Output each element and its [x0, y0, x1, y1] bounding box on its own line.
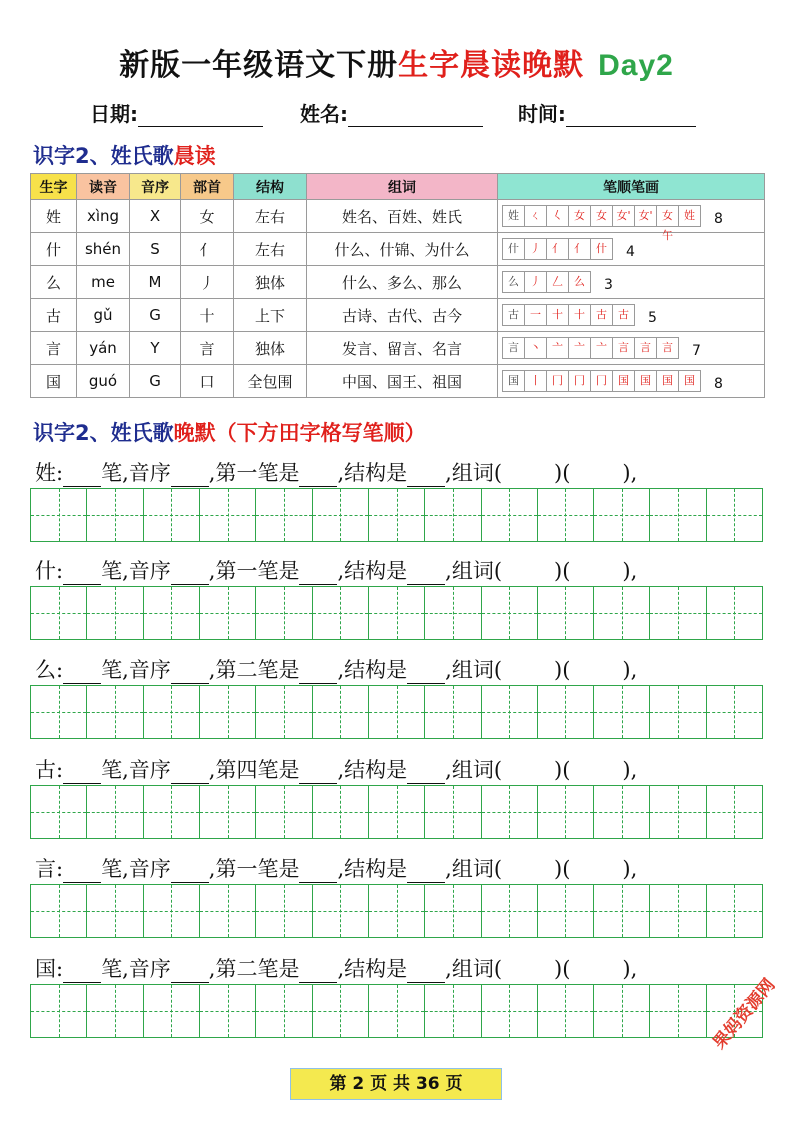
question-text: ,结构是 — [337, 559, 408, 583]
tianzige-cell[interactable] — [31, 587, 87, 639]
question-text: ,第一笔是 — [208, 461, 300, 485]
cell-pinyin: me — [77, 266, 130, 299]
stroke-box: ㄑ — [524, 205, 547, 227]
question-text: 言 — [35, 857, 56, 881]
tianzige-grid — [30, 488, 763, 542]
stroke-box: 国 — [678, 370, 701, 392]
tianzige-cell[interactable] — [650, 686, 706, 738]
question-text: : — [56, 957, 64, 981]
question-text: ), — [622, 658, 638, 682]
tianzige-cell[interactable] — [256, 885, 312, 937]
answer-blank[interactable] — [407, 962, 445, 983]
answer-blank[interactable] — [407, 663, 445, 684]
question-text: ), — [622, 559, 638, 583]
tianzige-cell[interactable] — [594, 587, 650, 639]
tianzige-cell[interactable] — [200, 786, 256, 838]
stroke-box: 女' — [612, 205, 635, 227]
tianzige-cell[interactable] — [650, 985, 706, 1037]
tianzige-cell[interactable] — [594, 786, 650, 838]
cell-stroke-order — [498, 266, 765, 299]
stroke-box: 冂 — [568, 370, 591, 392]
tianzige-cell[interactable] — [482, 885, 538, 937]
question-text: ,第二笔是 — [208, 658, 300, 682]
question-text: 姓 — [35, 461, 56, 485]
question-text: ,第一笔是 — [208, 559, 300, 583]
question-text: 什 — [35, 559, 56, 583]
cell-radical: 十 — [181, 299, 234, 332]
stroke-box: 国 — [502, 370, 525, 392]
stroke-box: 言 — [634, 337, 657, 359]
cell-pinyin: guó — [77, 365, 130, 398]
tianzige-cell[interactable] — [313, 885, 369, 937]
tianzige-cell[interactable] — [200, 985, 256, 1037]
tianzige-cell[interactable] — [313, 489, 369, 541]
stroke-box: 什 — [502, 238, 525, 260]
cell-structure: 独体 — [234, 266, 307, 299]
tianzige-grid — [30, 586, 763, 640]
question-text: ,第一笔是 — [208, 857, 300, 881]
cell-index: S — [130, 233, 181, 266]
question-text: )( — [554, 957, 571, 981]
table-row — [31, 365, 765, 398]
tianzige-cell[interactable] — [650, 786, 706, 838]
question-text: : — [56, 658, 64, 682]
stroke-box: 亠 — [568, 337, 591, 359]
tianzige-cell[interactable] — [650, 885, 706, 937]
stroke-box: 国 — [612, 370, 635, 392]
tianzige-cell[interactable] — [650, 489, 706, 541]
question-text: ,组词( — [445, 658, 503, 682]
stroke-box: 么 — [568, 271, 591, 293]
tianzige-cell[interactable] — [482, 489, 538, 541]
tianzige-cell[interactable] — [425, 489, 481, 541]
answer-blank[interactable] — [63, 466, 101, 487]
tianzige-cell[interactable] — [650, 587, 706, 639]
question-text: )( — [554, 559, 571, 583]
stroke-box: 丨 — [524, 370, 547, 392]
tianzige-cell[interactable] — [594, 489, 650, 541]
answer-blank[interactable] — [171, 763, 209, 784]
col-header: 音序 — [130, 174, 181, 200]
tianzige-cell[interactable] — [31, 686, 87, 738]
cell-char: 姓 — [31, 200, 77, 233]
tianzige-grid — [30, 685, 763, 739]
question-text: ,结构是 — [337, 461, 408, 485]
question-line — [35, 754, 637, 784]
tianzige-cell[interactable] — [256, 489, 312, 541]
question-text: 笔,音序 — [101, 461, 171, 485]
stroke-box: 古 — [612, 304, 635, 326]
answer-blank[interactable] — [171, 663, 209, 684]
stroke-box: 女' — [634, 205, 657, 227]
tianzige-cell[interactable] — [144, 489, 200, 541]
tianzige-cell[interactable] — [707, 885, 762, 937]
col-header: 笔顺笔画 — [498, 174, 765, 200]
question-line — [35, 953, 637, 983]
answer-blank[interactable] — [63, 962, 101, 983]
question-text: 国 — [35, 957, 56, 981]
tianzige-cell[interactable] — [425, 587, 481, 639]
tianzige-cell[interactable] — [87, 587, 143, 639]
tianzige-cell[interactable] — [369, 885, 425, 937]
stroke-box: 𡿨 — [546, 205, 569, 227]
tianzige-cell[interactable] — [425, 985, 481, 1037]
tianzige-cell[interactable] — [200, 686, 256, 738]
tianzige-cell[interactable] — [594, 686, 650, 738]
question-text: : — [56, 559, 64, 583]
answer-blank[interactable] — [63, 862, 101, 883]
col-header: 部首 — [181, 174, 234, 200]
question-text: ,第四笔是 — [208, 758, 300, 782]
tianzige-cell[interactable] — [313, 786, 369, 838]
table-row — [31, 299, 765, 332]
answer-blank[interactable] — [171, 962, 209, 983]
question-text: ,组词( — [445, 461, 503, 485]
title-red: 生字晨读晚默 — [398, 48, 585, 83]
tianzige-cell[interactable] — [31, 489, 87, 541]
cell-structure: 全包围 — [234, 365, 307, 398]
question-text: ,结构是 — [337, 957, 408, 981]
cell-pinyin: gǔ — [77, 299, 130, 332]
tianzige-cell[interactable] — [707, 786, 762, 838]
tianzige-cell[interactable] — [144, 587, 200, 639]
tianzige-cell[interactable] — [707, 686, 762, 738]
answer-blank[interactable] — [407, 763, 445, 784]
question-text: 古 — [35, 758, 56, 782]
question-text: 么 — [35, 658, 56, 682]
stroke-box: 亻 — [568, 238, 591, 260]
tianzige-cell[interactable] — [87, 686, 143, 738]
col-header: 结构 — [234, 174, 307, 200]
cell-radical: 口 — [181, 365, 234, 398]
table-row — [31, 332, 765, 365]
cell-words: 古诗、古代、古今 — [307, 299, 498, 332]
tianzige-cell[interactable] — [200, 885, 256, 937]
tianzige-cell[interactable] — [425, 786, 481, 838]
tianzige-cell[interactable] — [425, 885, 481, 937]
cell-stroke-order — [498, 233, 765, 266]
cell-char: 言 — [31, 332, 77, 365]
cell-structure: 左右 — [234, 233, 307, 266]
section-evening-blue: 识字2、姓氏歌 — [33, 421, 174, 445]
answer-blank[interactable] — [407, 862, 445, 883]
tianzige-cell[interactable] — [313, 587, 369, 639]
tianzige-cell[interactable] — [425, 686, 481, 738]
stroke-box: 言 — [612, 337, 635, 359]
answer-blank[interactable] — [407, 564, 445, 585]
stroke-box: 国 — [634, 370, 657, 392]
question-text: ,结构是 — [337, 857, 408, 881]
stroke-box: 古 — [590, 304, 613, 326]
tianzige-grid — [30, 884, 763, 938]
question-text: )( — [554, 658, 571, 682]
tianzige-cell[interactable] — [256, 587, 312, 639]
tianzige-cell[interactable] — [369, 686, 425, 738]
section-morning-heading — [33, 140, 216, 170]
question-text: : — [56, 461, 64, 485]
section-morning-red: 晨读 — [173, 144, 216, 168]
stroke-box: 古 — [502, 304, 525, 326]
question-text: : — [56, 857, 64, 881]
cell-radical: 言 — [181, 332, 234, 365]
name-field[interactable] — [348, 106, 483, 127]
answer-blank[interactable] — [299, 466, 337, 487]
cell-index: X — [130, 200, 181, 233]
tianzige-cell[interactable] — [87, 489, 143, 541]
stroke-box: 𠃋 — [546, 271, 569, 293]
stroke-box: 姓 — [502, 205, 525, 227]
tianzige-cell[interactable] — [594, 985, 650, 1037]
time-label: 时间: — [517, 102, 566, 126]
stroke-box: 丿 — [524, 238, 547, 260]
stroke-box: 女午 — [656, 205, 679, 227]
stroke-box: 女 — [568, 205, 591, 227]
cell-words: 什么、什锦、为什么 — [307, 233, 498, 266]
tianzige-cell[interactable] — [538, 985, 594, 1037]
stroke-box: 言 — [502, 337, 525, 359]
stroke-box: 冂 — [546, 370, 569, 392]
stroke-box: 什 — [590, 238, 613, 260]
cell-char: 什 — [31, 233, 77, 266]
cell-index: M — [130, 266, 181, 299]
cell-char: 国 — [31, 365, 77, 398]
stroke-count: 3 — [604, 277, 613, 293]
stroke-box: 亠 — [546, 337, 569, 359]
question-text: ,结构是 — [337, 758, 408, 782]
question-text: ), — [622, 857, 638, 881]
time-field[interactable] — [566, 106, 696, 127]
table-row — [31, 200, 765, 233]
answer-blank[interactable] — [63, 564, 101, 585]
cell-words: 姓名、百姓、姓氏 — [307, 200, 498, 233]
answer-blank[interactable] — [63, 663, 101, 684]
stroke-box: 丿 — [524, 271, 547, 293]
cell-stroke-order — [498, 332, 765, 365]
question-text: 笔,音序 — [101, 957, 171, 981]
date-label: 日期: — [90, 102, 138, 126]
tianzige-cell[interactable] — [707, 489, 762, 541]
cell-pinyin: shén — [77, 233, 130, 266]
question-text: ,组词( — [445, 957, 503, 981]
tianzige-cell[interactable] — [369, 786, 425, 838]
tianzige-cell[interactable] — [313, 985, 369, 1037]
col-header: 生字 — [31, 174, 77, 200]
tianzige-cell[interactable] — [369, 985, 425, 1037]
tianzige-cell[interactable] — [31, 885, 87, 937]
tianzige-cell[interactable] — [482, 686, 538, 738]
question-text: ,组词( — [445, 559, 503, 583]
question-text: 笔,音序 — [101, 559, 171, 583]
table-row — [31, 233, 765, 266]
table-header-row — [31, 174, 765, 200]
question-text: ,结构是 — [337, 658, 408, 682]
cell-words: 发言、留言、名言 — [307, 332, 498, 365]
question-text: ,第二笔是 — [208, 957, 300, 981]
section-evening-red: 晚默（下方田字格写笔顺） — [173, 421, 426, 445]
page-title — [0, 40, 793, 84]
col-header: 组词 — [307, 174, 498, 200]
cell-stroke-order — [498, 200, 765, 242]
cell-structure: 左右 — [234, 200, 307, 233]
answer-blank[interactable] — [299, 564, 337, 585]
tianzige-cell[interactable] — [256, 786, 312, 838]
question-text: )( — [554, 758, 571, 782]
tianzige-cell[interactable] — [594, 885, 650, 937]
stroke-box: 十 — [546, 304, 569, 326]
tianzige-grid — [30, 984, 763, 1038]
tianzige-cell[interactable] — [482, 786, 538, 838]
stroke-box: 亠 — [590, 337, 613, 359]
answer-blank[interactable] — [63, 763, 101, 784]
question-line — [35, 457, 637, 487]
tianzige-cell[interactable] — [87, 985, 143, 1037]
tianzige-cell[interactable] — [369, 489, 425, 541]
name-label: 姓名: — [299, 102, 348, 126]
question-text: )( — [554, 857, 571, 881]
cell-char: 古 — [31, 299, 77, 332]
stroke-count: 5 — [648, 310, 657, 326]
cell-words: 什么、多么、那么 — [307, 266, 498, 299]
question-text: 笔,音序 — [101, 658, 171, 682]
cell-structure: 独体 — [234, 332, 307, 365]
date-field[interactable] — [138, 106, 263, 127]
cell-pinyin: xìng — [77, 200, 130, 233]
answer-blank[interactable] — [171, 564, 209, 585]
tianzige-cell[interactable] — [144, 885, 200, 937]
answer-blank[interactable] — [299, 862, 337, 883]
cell-structure: 上下 — [234, 299, 307, 332]
question-text: ), — [622, 957, 638, 981]
cell-stroke-order — [498, 365, 765, 398]
stroke-box: 冂 — [590, 370, 613, 392]
stroke-box: 姓 — [678, 205, 701, 227]
table-row — [31, 266, 765, 299]
question-line — [35, 555, 637, 585]
question-text: ), — [622, 758, 638, 782]
tianzige-cell[interactable] — [707, 587, 762, 639]
tianzige-cell[interactable] — [256, 985, 312, 1037]
character-table — [30, 173, 765, 398]
cell-index: G — [130, 365, 181, 398]
cell-char: 么 — [31, 266, 77, 299]
answer-blank[interactable] — [171, 862, 209, 883]
tianzige-cell[interactable] — [538, 587, 594, 639]
question-text: 笔,音序 — [101, 758, 171, 782]
stroke-box: 十 — [568, 304, 591, 326]
answer-blank[interactable] — [171, 466, 209, 487]
cell-pinyin: yán — [77, 332, 130, 365]
question-text: 笔,音序 — [101, 857, 171, 881]
tianzige-cell[interactable] — [200, 587, 256, 639]
tianzige-cell[interactable] — [87, 885, 143, 937]
tianzige-grid — [30, 785, 763, 839]
stroke-count: 7 — [692, 343, 701, 359]
answer-blank[interactable] — [299, 663, 337, 684]
question-text: : — [56, 758, 64, 782]
question-text: )( — [554, 461, 571, 485]
stroke-box: 丶 — [524, 337, 547, 359]
cell-radical: 亻 — [181, 233, 234, 266]
answer-blank[interactable] — [299, 962, 337, 983]
question-text: ,组词( — [445, 857, 503, 881]
cell-index: G — [130, 299, 181, 332]
cell-stroke-order — [498, 299, 765, 332]
tianzige-cell[interactable] — [144, 686, 200, 738]
section-evening-heading — [33, 417, 426, 447]
col-header: 读音 — [77, 174, 130, 200]
tianzige-cell[interactable] — [538, 489, 594, 541]
question-line — [35, 654, 637, 684]
question-text: ,组词( — [445, 758, 503, 782]
stroke-count: 8 — [714, 211, 723, 227]
cell-index: Y — [130, 332, 181, 365]
info-row — [90, 98, 696, 127]
page-number-badge: 第 2 页 共 36 页 — [290, 1068, 502, 1100]
tianzige-cell[interactable] — [31, 985, 87, 1037]
tianzige-cell[interactable] — [482, 587, 538, 639]
tianzige-cell[interactable] — [538, 786, 594, 838]
tianzige-cell[interactable] — [482, 985, 538, 1037]
answer-blank[interactable] — [407, 466, 445, 487]
stroke-box: 言 — [656, 337, 679, 359]
tianzige-cell[interactable] — [538, 686, 594, 738]
stroke-count: 4 — [626, 244, 635, 260]
cell-radical: 女 — [181, 200, 234, 233]
section-morning-blue: 识字2、姓氏歌 — [33, 144, 174, 168]
question-line — [35, 853, 637, 883]
title-day: Day2 — [598, 49, 674, 82]
stroke-box: 女 — [590, 205, 613, 227]
tianzige-cell[interactable] — [144, 786, 200, 838]
answer-blank[interactable] — [299, 763, 337, 784]
cell-words: 中国、国王、祖国 — [307, 365, 498, 398]
title-black: 新版一年级语文下册 — [119, 48, 399, 83]
question-text: ), — [622, 461, 638, 485]
tianzige-cell[interactable] — [256, 686, 312, 738]
stroke-box: 国 — [656, 370, 679, 392]
stroke-box: 么 — [502, 271, 525, 293]
tianzige-cell[interactable] — [87, 786, 143, 838]
cell-radical: 丿 — [181, 266, 234, 299]
tianzige-cell[interactable] — [369, 587, 425, 639]
watermark: 果妈资源网 — [709, 975, 780, 1054]
stroke-box: 一 — [524, 304, 547, 326]
tianzige-cell[interactable] — [313, 686, 369, 738]
stroke-count: 8 — [714, 376, 723, 392]
tianzige-cell[interactable] — [538, 885, 594, 937]
tianzige-cell[interactable] — [144, 985, 200, 1037]
tianzige-cell[interactable] — [200, 489, 256, 541]
stroke-box: 亻 — [546, 238, 569, 260]
tianzige-cell[interactable] — [31, 786, 87, 838]
